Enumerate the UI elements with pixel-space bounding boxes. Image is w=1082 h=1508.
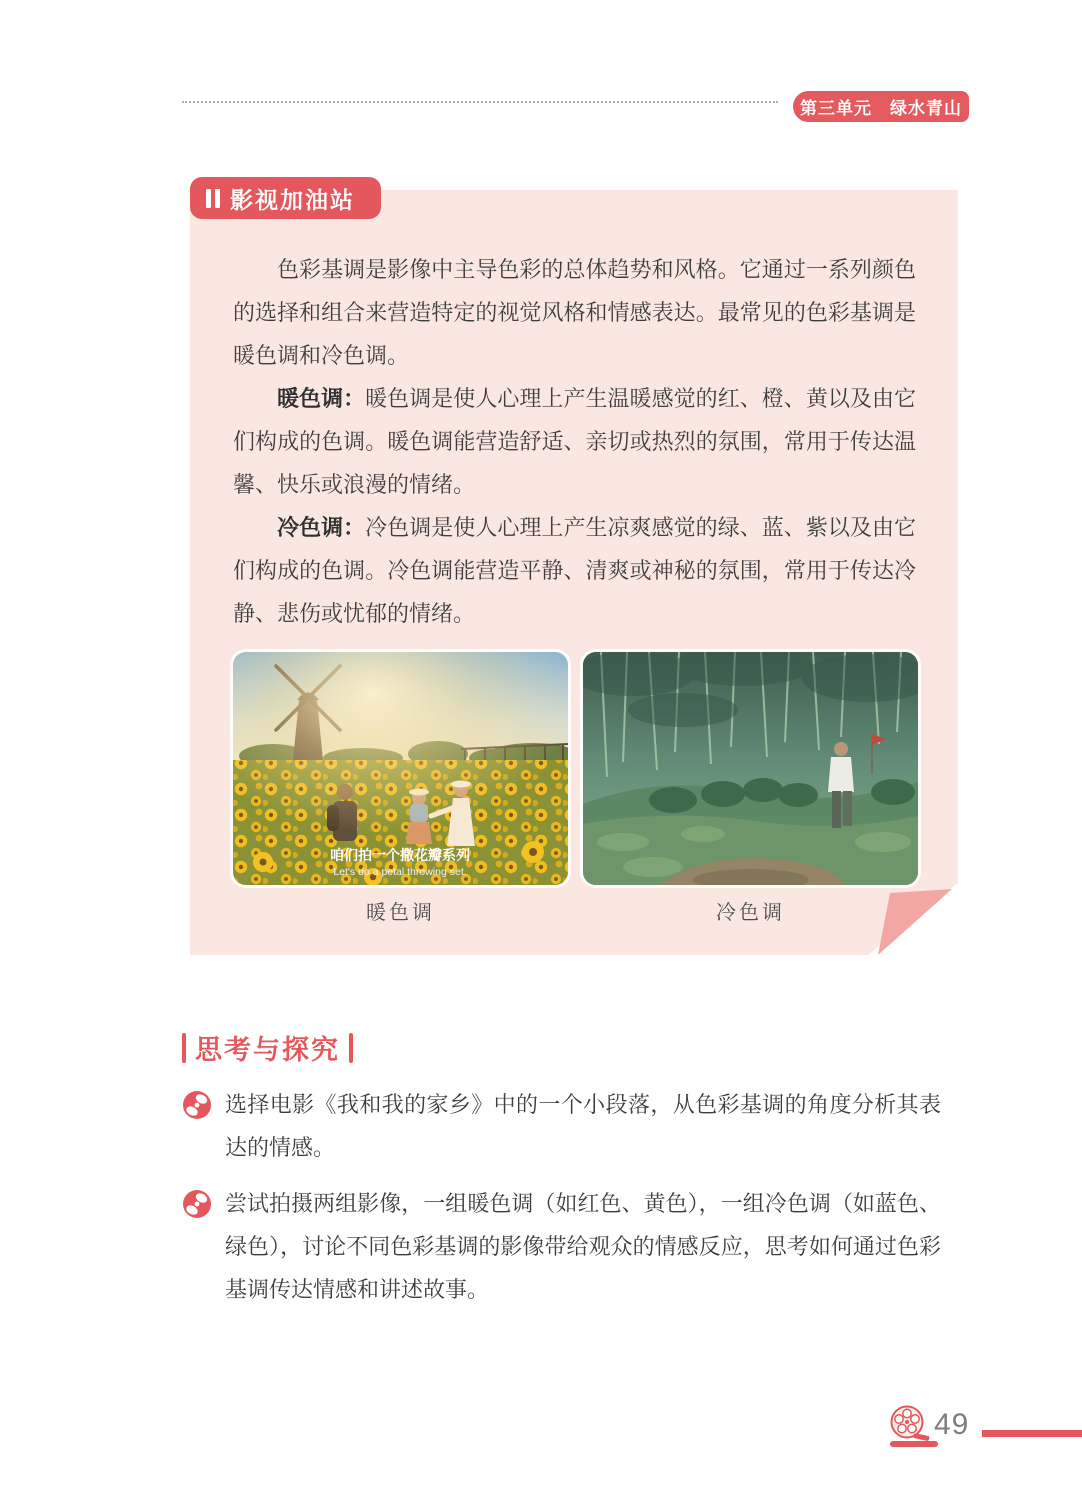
title-right-bar: [349, 1033, 353, 1063]
info-box-paragraphs: [233, 248, 916, 635]
film-reel-icon: [888, 1404, 932, 1444]
footer-red-rule: [982, 1430, 1082, 1437]
header-dotted-rule: [182, 101, 778, 103]
paragraph-intro: 色彩基调是影像中主导色彩的总体趋势和风格。它通过一系列颜色的选择和组合来营造特定的视觉风格和情感表达。最常见的色彩基调是暖色调和冷色调。: [233, 257, 916, 368]
info-box-title: 影视加油站: [230, 186, 355, 213]
explore-item-text: 选择电影《我和我的家乡》中的一个小段落，从色彩基调的角度分析其表达的情感。: [225, 1092, 941, 1160]
title-left-bar: [182, 1033, 186, 1063]
footer-reel-underline: [890, 1441, 938, 1447]
cool-tone-caption: 冷色调: [716, 902, 785, 924]
explore-title-text: 思考与探究: [195, 1035, 340, 1065]
pause-bars-icon: [206, 189, 220, 208]
folded-corner-decoration: [838, 845, 968, 955]
info-box-title-badge: [190, 177, 381, 219]
warm-tone-photo: [233, 652, 568, 885]
warm-tone-caption: 暖色调: [366, 902, 435, 924]
film-reel-bullet-icon: [182, 1090, 212, 1120]
paragraph-cool: 冷色调：冷色调是使人心理上产生凉爽感觉的绿、蓝、紫以及由它们构成的色调。冷色调能营造平静、清爽或神秘的氛围，常用于传达冷静、悲伤或忧郁的情绪。: [233, 515, 916, 626]
unit-badge: [793, 91, 969, 122]
unit-badge-label: 第三单元 绿水青山: [800, 99, 962, 118]
film-reel-bullet-icon: [182, 1189, 212, 1219]
subtitle-cn: 咱们拍一个撒花瓣系列: [330, 847, 470, 863]
explore-item-1: [182, 1083, 941, 1169]
explore-item-text: 尝试拍摄两组影像，一组暖色调（如红色、黄色），一组冷色调（如蓝色、绿色），讨论不同色彩基调的影像带给观众的情感反应，思考如何通过色彩基调传达情感和讲述故事。: [225, 1191, 941, 1302]
paragraph-warm: 暖色调：暖色调是使人心理上产生温暖感觉的红、橙、黄以及由它们构成的色调。暖色调能营造舒适、亲切或热烈的氛围，常用于传达温馨、快乐或浪漫的情绪。: [233, 386, 916, 497]
warm-tone-illustration: [233, 652, 568, 885]
explore-section-title: [182, 1028, 353, 1067]
explore-items: [182, 1083, 941, 1324]
page-number: 49: [934, 1408, 970, 1441]
subtitle-en: Let's do a petal throwing set.: [333, 866, 467, 878]
explore-item-2: [182, 1182, 941, 1311]
